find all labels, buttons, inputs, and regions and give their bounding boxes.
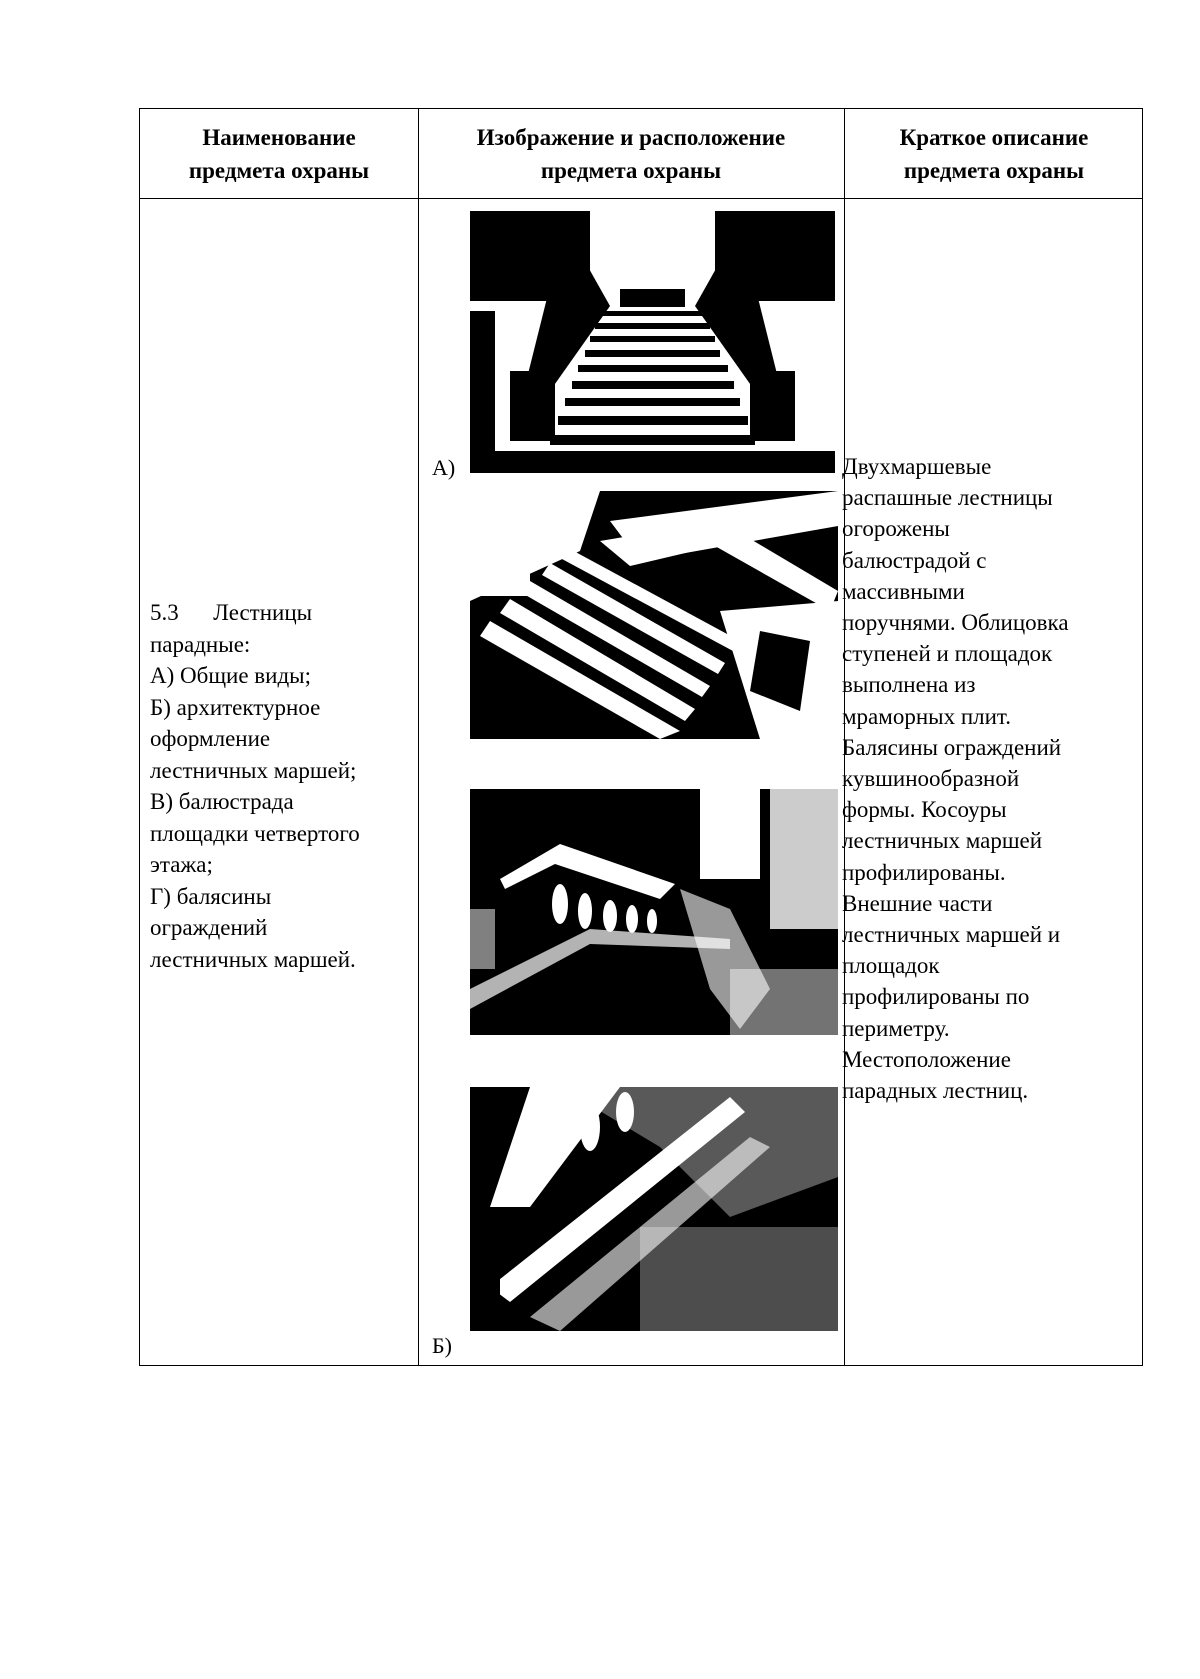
description-line: массивными (842, 578, 965, 604)
balusters-photo-detail (470, 1087, 838, 1331)
photo-label-b: Б) (432, 1333, 452, 1358)
description-cell (842, 451, 1132, 1106)
header-description-line: предмета охраны (903, 158, 1085, 183)
description-line: профилированы по (842, 984, 1030, 1010)
object-name-line: ограждений (150, 915, 268, 940)
header-image-line: Изображение и расположение (476, 125, 786, 150)
description-line: лестничных маршей и (842, 922, 1061, 948)
description-line: лестничных маршей (842, 828, 1043, 854)
staircase-photo-railing-view (470, 491, 838, 739)
balustrade-photo-fourth-floor (470, 789, 838, 1035)
object-name-line: площадки четвертого (150, 820, 360, 846)
header-name-line: Наименование (202, 125, 356, 150)
description-line: периметру. (842, 1015, 950, 1041)
column-divider (418, 109, 419, 1365)
description-line: профилированы. (842, 859, 1006, 885)
description-line: выполнена из (842, 672, 976, 698)
object-name-line: Б) архитектурное (150, 694, 321, 720)
object-name-line: лестничных маршей; (150, 757, 357, 783)
description-line: Балясины ограждений (842, 734, 1062, 760)
description-line: Местоположение (842, 1046, 1011, 1072)
object-name-cell (150, 597, 405, 975)
description-line: мраморных плит. (842, 703, 1011, 729)
object-name-line: лестничных маршей. (150, 946, 356, 972)
description-line: огорожены (842, 516, 950, 542)
description-line: балюстрадой с (842, 547, 987, 573)
description-line: формы. Косоуры (842, 797, 1007, 823)
photo-label-a: А) (432, 455, 456, 480)
object-name-line: В) балюстрада (150, 789, 294, 814)
object-name-line: 5.3 Лестницы (150, 600, 313, 625)
object-name-line: парадные: (150, 631, 251, 657)
description-line: Двухмаршевые (842, 454, 992, 479)
description-line: площадок (842, 953, 940, 979)
protection-table (139, 108, 1143, 1366)
object-name-line: А) Общие виды; (150, 663, 312, 688)
staircase-photo-front-view (470, 211, 835, 473)
description-line: поручнями. Облицовка (842, 610, 1069, 636)
object-name-line: оформление (150, 726, 271, 751)
header-name (140, 109, 418, 199)
header-name-line: предмета охраны (188, 158, 370, 183)
description-line: ступеней и площадок (842, 641, 1053, 667)
description-line: кувшинообразной (842, 766, 1020, 792)
header-description (844, 109, 1144, 199)
description-line: парадных лестниц. (842, 1078, 1029, 1104)
header-image (418, 109, 844, 199)
header-image-line: предмета охраны (540, 158, 722, 183)
object-name-line: этажа; (150, 852, 213, 877)
description-line: Внешние части (842, 890, 993, 916)
header-description-line: Краткое описание (899, 125, 1089, 150)
object-name-line: Г) балясины (150, 883, 272, 909)
description-line: распашные лестницы (842, 485, 1053, 511)
